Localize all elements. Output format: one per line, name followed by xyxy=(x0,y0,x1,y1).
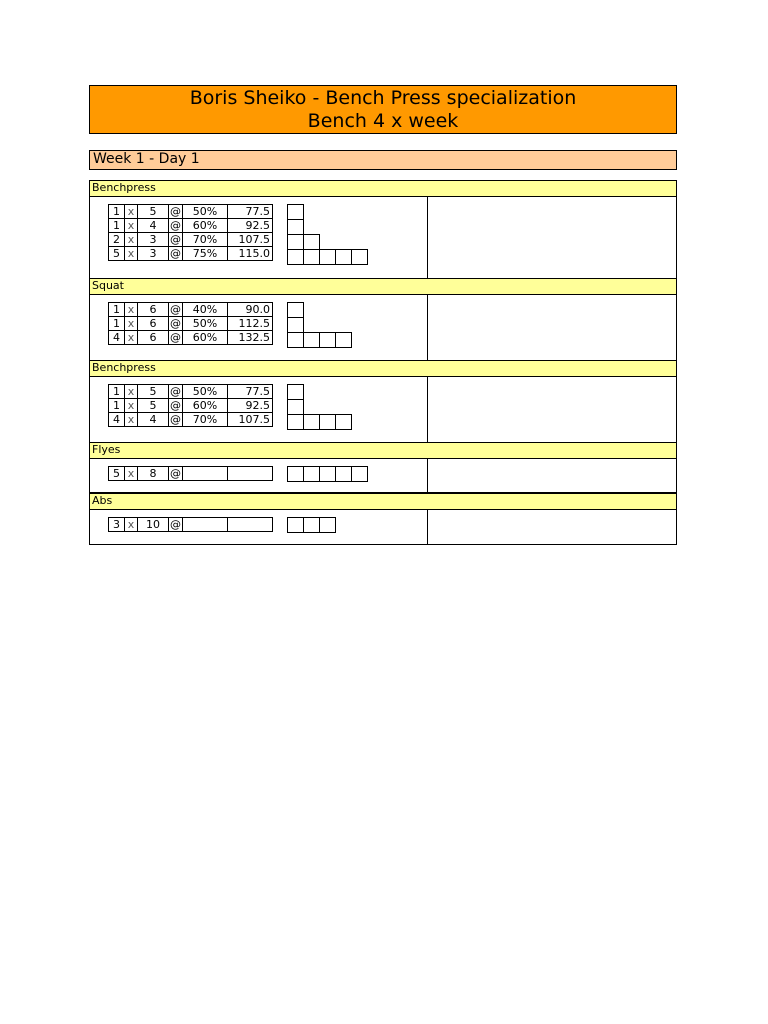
percent-1rm: 70% xyxy=(183,233,228,247)
times-sign: x xyxy=(125,219,138,233)
set-checkbox[interactable] xyxy=(319,414,336,430)
set-scheme-table xyxy=(108,302,273,345)
exercise-block xyxy=(89,295,677,361)
sets-count: 5 xyxy=(109,247,125,261)
set-checkbox[interactable] xyxy=(335,332,352,348)
week-day-label: Week 1 - Day 1 xyxy=(89,150,677,170)
at-sign: @ xyxy=(170,303,181,316)
weight-value: 92.5 xyxy=(228,219,273,233)
at-sign: @ xyxy=(170,219,181,232)
set-checkbox[interactable] xyxy=(303,517,320,533)
set-row xyxy=(109,233,273,247)
at-sign: @ xyxy=(170,247,181,260)
program-title-line1: Boris Sheiko - Bench Press specialization xyxy=(189,87,577,109)
weight-value xyxy=(228,518,273,532)
set-checkbox[interactable] xyxy=(287,466,304,482)
set-scheme-table xyxy=(108,517,273,532)
percent-1rm: 60% xyxy=(183,219,228,233)
sets-count: 1 xyxy=(109,303,125,317)
times-sign: x xyxy=(125,385,138,399)
set-checkbox[interactable] xyxy=(335,249,352,265)
notes-area[interactable] xyxy=(428,510,676,544)
set-scheme-table xyxy=(108,466,273,481)
exercise-block xyxy=(89,459,677,493)
sets-count: 4 xyxy=(109,331,125,345)
exercise-name: Squat xyxy=(89,278,677,295)
percent-1rm: 40% xyxy=(183,303,228,317)
set-row xyxy=(109,413,273,427)
reps-count: 3 xyxy=(138,247,169,261)
reps-count: 4 xyxy=(138,219,169,233)
times-sign: x xyxy=(125,399,138,413)
at-sign: @ xyxy=(170,205,181,218)
sets-count: 1 xyxy=(109,219,125,233)
percent-1rm: 75% xyxy=(183,247,228,261)
times-sign: x xyxy=(125,467,138,481)
sets-count: 1 xyxy=(109,317,125,331)
set-checkbox[interactable] xyxy=(287,302,304,318)
reps-count: 8 xyxy=(138,467,169,481)
percent-1rm: 50% xyxy=(183,317,228,331)
exercise-name: Benchpress xyxy=(89,360,677,377)
set-row xyxy=(109,331,273,345)
weight-value: 112.5 xyxy=(228,317,273,331)
set-checkbox[interactable] xyxy=(287,249,304,265)
at-sign: @ xyxy=(170,331,181,344)
set-row xyxy=(109,247,273,261)
reps-count: 6 xyxy=(138,331,169,345)
at-sign: @ xyxy=(170,518,181,531)
exercise-block xyxy=(89,197,677,279)
times-sign: x xyxy=(125,518,138,532)
times-sign: x xyxy=(125,413,138,427)
set-row xyxy=(109,205,273,219)
set-row xyxy=(109,518,273,532)
set-checkbox[interactable] xyxy=(319,517,336,533)
reps-count: 3 xyxy=(138,233,169,247)
at-sign: @ xyxy=(170,467,181,480)
percent-1rm: 50% xyxy=(183,205,228,219)
notes-area[interactable] xyxy=(428,197,676,278)
percent-1rm: 70% xyxy=(183,413,228,427)
set-checkbox[interactable] xyxy=(335,466,352,482)
weight-value: 115.0 xyxy=(228,247,273,261)
percent-1rm: 50% xyxy=(183,385,228,399)
times-sign: x xyxy=(125,247,138,261)
set-checkbox[interactable] xyxy=(287,399,304,415)
times-sign: x xyxy=(125,331,138,345)
weight-value: 107.5 xyxy=(228,413,273,427)
exercise-block xyxy=(89,377,677,443)
set-checkbox[interactable] xyxy=(287,384,304,400)
weight-value: 92.5 xyxy=(228,399,273,413)
times-sign: x xyxy=(125,317,138,331)
percent-1rm: 60% xyxy=(183,399,228,413)
set-checkbox[interactable] xyxy=(287,517,304,533)
reps-count: 5 xyxy=(138,205,169,219)
weight-value: 90.0 xyxy=(228,303,273,317)
set-checkbox[interactable] xyxy=(303,249,320,265)
set-checkbox[interactable] xyxy=(335,414,352,430)
set-row xyxy=(109,303,273,317)
set-checkbox[interactable] xyxy=(351,466,368,482)
set-checkbox[interactable] xyxy=(351,249,368,265)
set-checkbox[interactable] xyxy=(303,332,320,348)
weight-value: 107.5 xyxy=(228,233,273,247)
weight-value: 132.5 xyxy=(228,331,273,345)
set-checkbox[interactable] xyxy=(303,414,320,430)
sets-count: 5 xyxy=(109,467,125,481)
completion-checkboxes xyxy=(287,517,335,532)
set-row xyxy=(109,385,273,399)
set-checkbox[interactable] xyxy=(319,466,336,482)
reps-count: 5 xyxy=(138,399,169,413)
reps-count: 6 xyxy=(138,303,169,317)
completion-checkboxes xyxy=(287,466,367,481)
reps-count: 10 xyxy=(138,518,169,532)
times-sign: x xyxy=(125,233,138,247)
exercise-name: Flyes xyxy=(89,442,677,459)
set-checkbox[interactable] xyxy=(287,317,304,333)
notes-area[interactable] xyxy=(428,459,676,492)
exercise-block xyxy=(89,510,677,545)
set-scheme-table xyxy=(108,204,273,261)
set-row xyxy=(109,399,273,413)
weight-value: 77.5 xyxy=(228,385,273,399)
reps-count: 6 xyxy=(138,317,169,331)
sets-count: 1 xyxy=(109,205,125,219)
completion-checkboxes xyxy=(287,384,351,429)
completion-checkboxes xyxy=(287,302,351,347)
sets-count: 1 xyxy=(109,385,125,399)
set-checkbox[interactable] xyxy=(303,234,320,250)
set-checkbox[interactable] xyxy=(287,219,304,235)
sets-count: 1 xyxy=(109,399,125,413)
times-sign: x xyxy=(125,303,138,317)
set-checkbox[interactable] xyxy=(287,204,304,220)
percent-1rm xyxy=(183,467,228,481)
sets-count: 3 xyxy=(109,518,125,532)
notes-area[interactable] xyxy=(428,295,676,360)
at-sign: @ xyxy=(170,385,181,398)
weight-value xyxy=(228,467,273,481)
at-sign: @ xyxy=(170,413,181,426)
sets-count: 2 xyxy=(109,233,125,247)
set-checkbox[interactable] xyxy=(303,466,320,482)
sets-count: 4 xyxy=(109,413,125,427)
set-checkbox[interactable] xyxy=(287,414,304,430)
notes-area[interactable] xyxy=(428,377,676,442)
times-sign: x xyxy=(125,205,138,219)
set-row xyxy=(109,219,273,233)
set-checkbox[interactable] xyxy=(319,332,336,348)
exercise-name: Abs xyxy=(89,493,677,510)
set-scheme-table xyxy=(108,384,273,427)
percent-1rm xyxy=(183,518,228,532)
set-row xyxy=(109,467,273,481)
program-title xyxy=(89,85,677,134)
set-row xyxy=(109,317,273,331)
completion-checkboxes xyxy=(287,204,367,264)
program-title-line2: Bench 4 x week xyxy=(307,110,459,132)
reps-count: 5 xyxy=(138,385,169,399)
weight-value: 77.5 xyxy=(228,205,273,219)
at-sign: @ xyxy=(170,233,181,246)
exercise-name: Benchpress xyxy=(89,180,677,197)
set-checkbox[interactable] xyxy=(287,332,304,348)
reps-count: 4 xyxy=(138,413,169,427)
set-checkbox[interactable] xyxy=(319,249,336,265)
percent-1rm: 60% xyxy=(183,331,228,345)
set-checkbox[interactable] xyxy=(287,234,304,250)
at-sign: @ xyxy=(170,317,181,330)
at-sign: @ xyxy=(170,399,181,412)
